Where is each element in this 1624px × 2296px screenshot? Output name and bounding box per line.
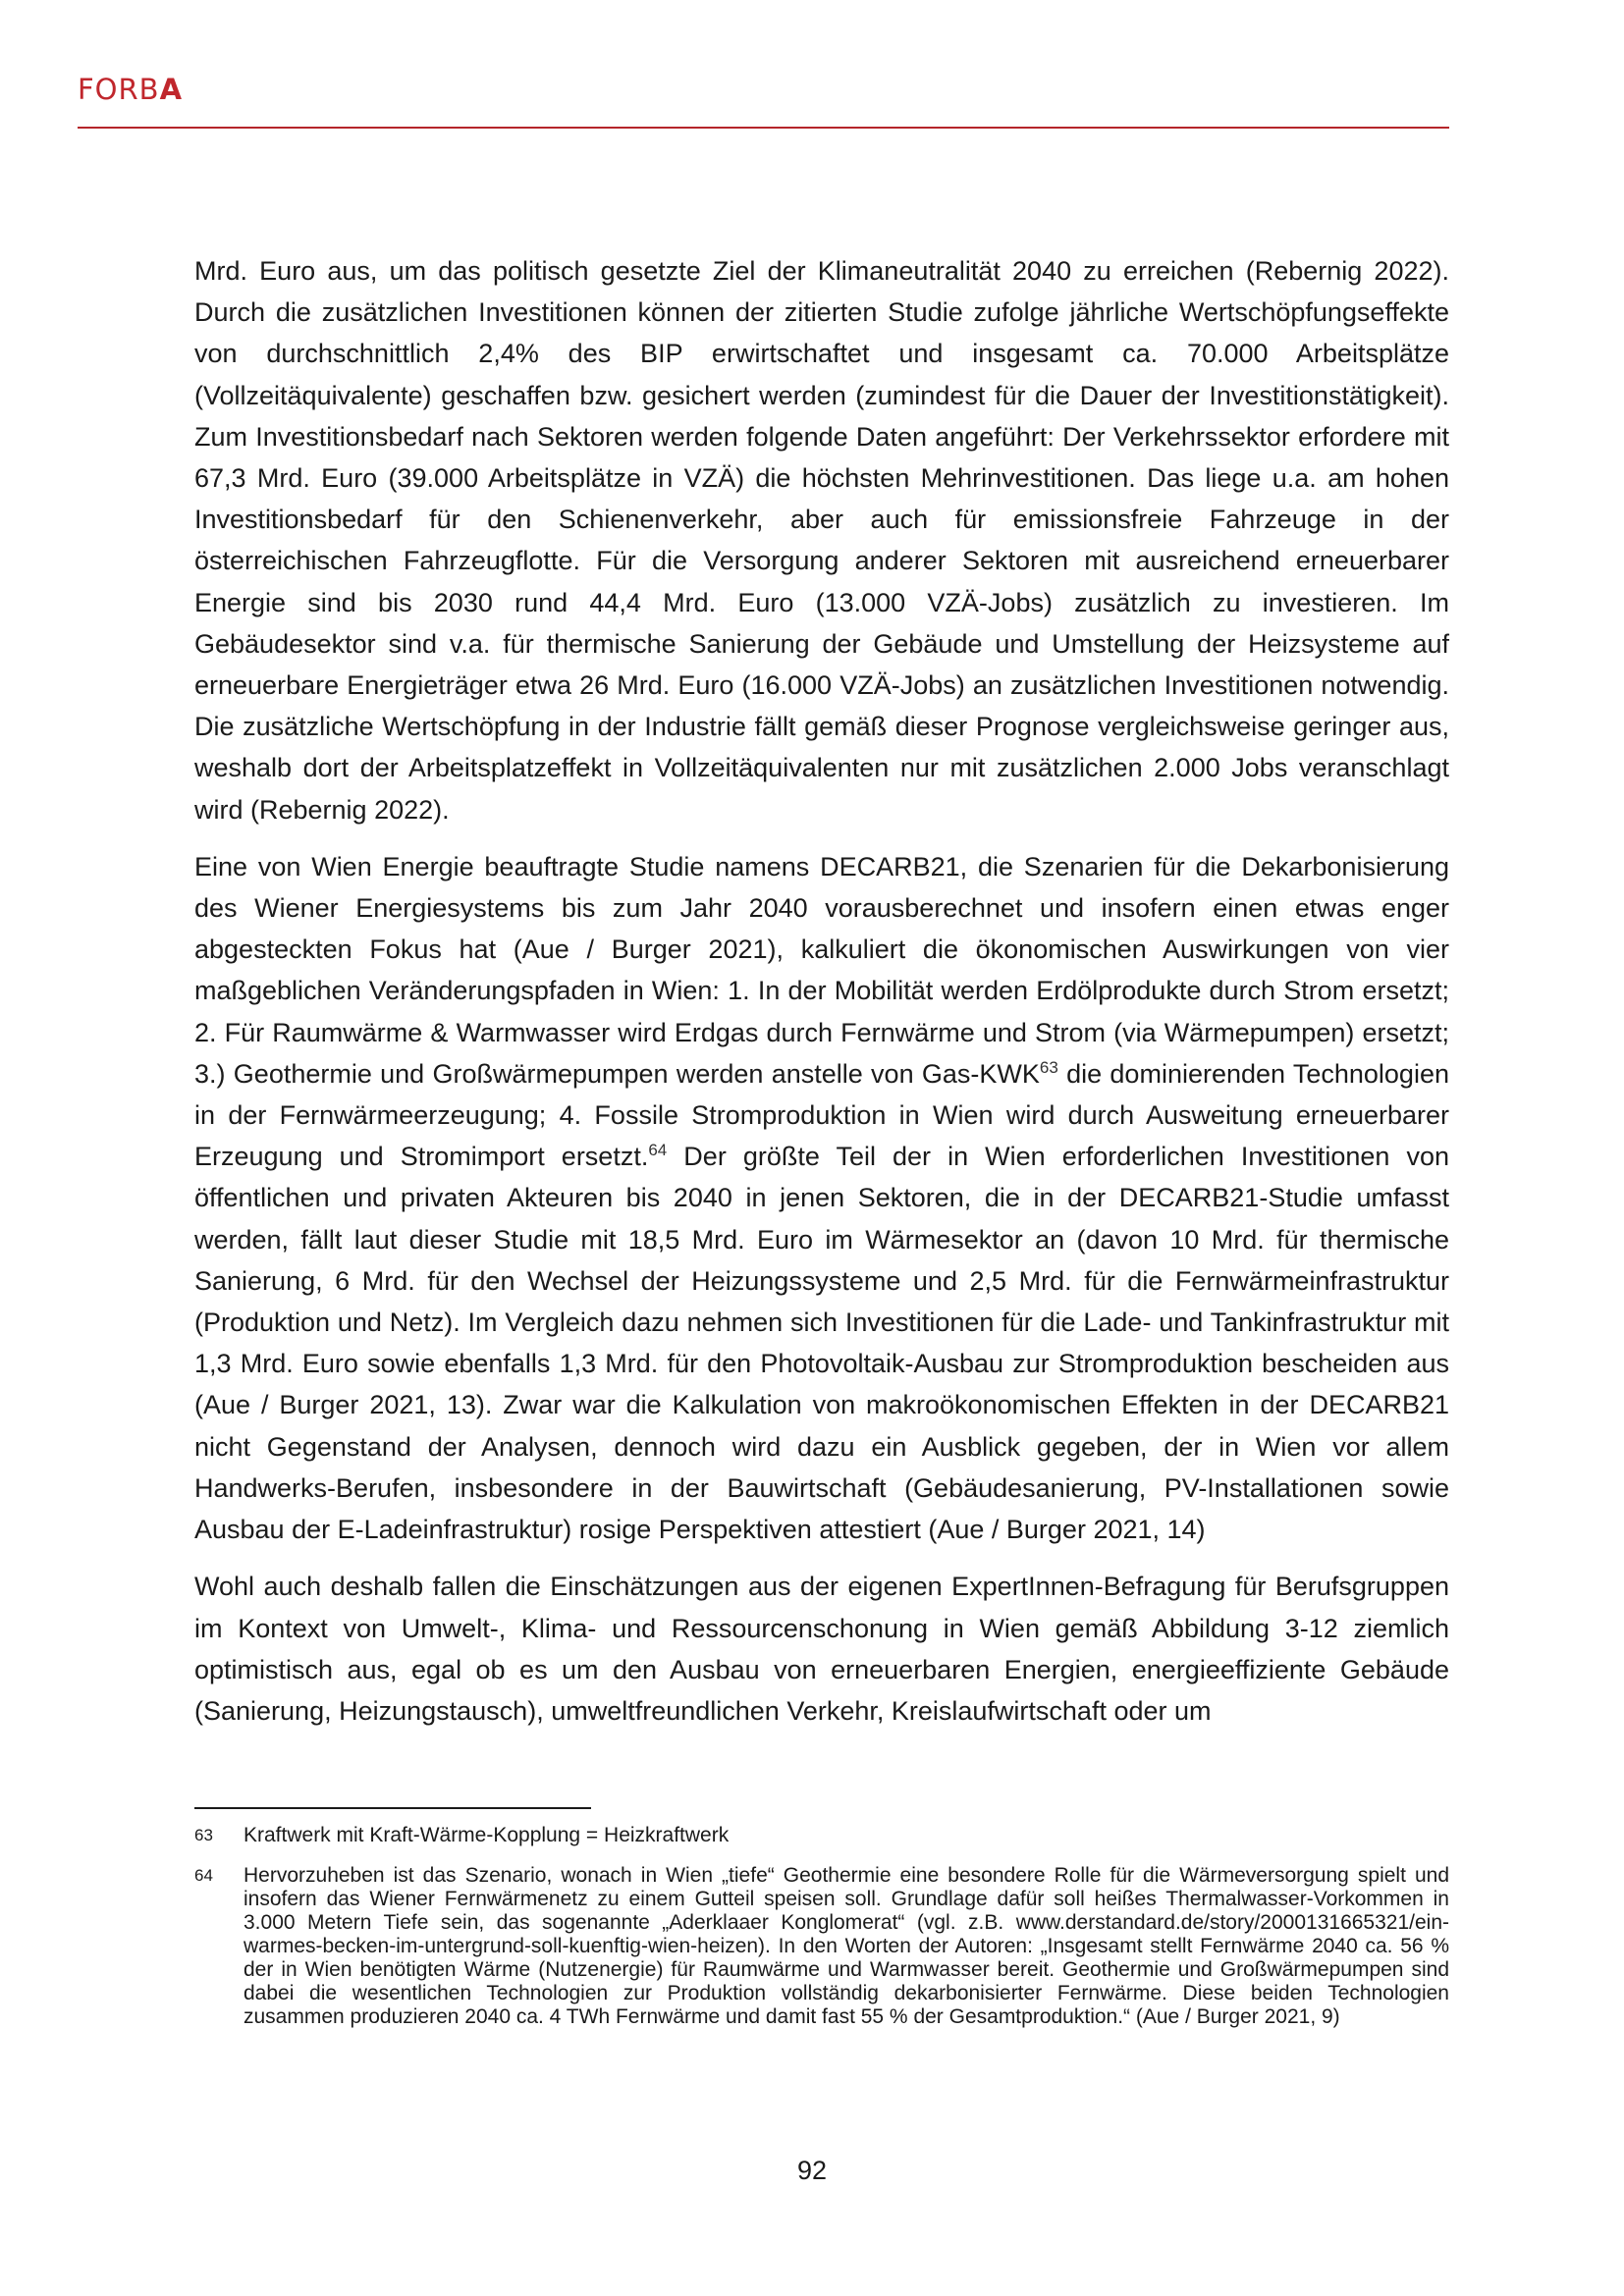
paragraph-1: Mrd. Euro aus, um das politisch gesetzte Ziel der Klimaneutralität 2040 zu erreichen (Rebernig 2022). Durch die zusätzlichen Investitionen können der zitierten Studie zufolge jährliche Wertschöpfungseffekte von durchschnittlich 2,4% des BIP erwirtschaftet und insgesamt ca. 70.000 Arbeitsplätze (Vollzeitäquivalente) geschaffen bzw. gesichert werden (zumindest für die Dauer der Investitionstätigkeit). Zum Investitionsbedarf nach Sektoren werden folgende Daten angeführt: Der Verkehrssektor erfordere mit 67,3 Mrd. Euro (39.000 Arbeitsplätze in VZÄ) die höchsten Mehrinvestitionen. Das liege u.a. am hohen Investitionsbedarf für den Schienenverkehr, aber auch für emissionsfreie Fahrzeuge in der österreichischen Fahrzeugflotte. Für die Versorgung anderer Sektoren mit ausreichend erneuerbarer Energie sind bis 2030 rund 44,4 Mrd. Euro (13.000 VZÄ-Jobs) zusätzlich zu investieren. Im Gebäudesektor sind v.a. für thermische Sanierung der Gebäude und Umstellung der Heizsysteme auf erneuerbare Energieträger etwa 26 Mrd. Euro (16.000 VZÄ-Jobs) an zusätzlichen Investitionen notwendig. Die zusätzliche Wertschöpfung in der Industrie fällt gemäß dieser Prognose vergleichsweise geringer aus, weshalb dort der Arbeitsplatzeffekt in Vollzeitäquivalenten nur mit zusätzlichen 2.000 Jobs veranschlagt wird (Rebernig 2022). [194,256,1449,825]
paragraph-3: Wohl auch deshalb fallen die Einschätzungen aus der eigenen ExpertInnen-Befragung für Berufsgruppen im Kontext von Umwelt-, Klima- und Ressourcenschonung in Wien gemäß Abbildung 3-12 ziemlich optimistisch aus, egal ob es um den Ausbau von erneuerbaren Energien, energieeffiziente Gebäude (Sanierung, Heizungstausch), umweltfreundlichen Verkehr, Kreislaufwirtschaft oder um [194,1572,1449,1726]
paragraph-2-part-3: Der größte Teil der in Wien erforderlichen Investitionen von öffentlichen und privaten Akteuren bis 2040 in jenen Sektoren, die in der DECARB21-Studie umfasst werden, fällt laut dieser Studie mit 18,5 Mrd. Euro im Wärmesektor an (davon 10 Mrd. für thermische Sanierung, 6 Mrd. für den Wechsel der Heizungssysteme und 2,5 Mrd. für die Fernwärmeinfrastruktur (Produktion und Netz). Im Vergleich dazu nehmen sich Investitionen für die Lade- und Tankinfrastruktur mit 1,3 Mrd. Euro sowie ebenfalls 1,3 Mrd. für den Photovoltaik-Ausbau zur Stromproduktion bescheiden aus (Aue / Burger 2021, 13). Zwar war die Kalkulation von makroökonomischen Effekten in der DECARB21 nicht Gegenstand der Analysen, dennoch wird dazu ein Ausblick gegeben, der in Wien vor allem Handwerks-Berufen, insbesondere in der Bauwirtschaft (Gebäudesanierung, PV-Installationen sowie Ausbau der E-Ladeinfrastruktur) rosige Perspektiven attestiert (Aue / Burger 2021, 14) [194,1142,1449,1545]
footnote-ref-63: 63 [1039,1057,1058,1077]
footnote-text: Kraftwerk mit Kraft-Wärme-Kopplung = Heizkraftwerk [244,1824,730,1846]
footnotes [194,1824,1449,2046]
footnote-number: 63 [194,1826,213,1844]
main-text [194,250,1449,1747]
paragraph-2-part-2: die dominierenden Technologien in der Fernwärmeerzeugung; 4. Fossile Stromproduktion in Wien wird durch Ausweitung erneuerbarer Erzeugung und Stromimport ersetzt. [194,1058,1449,1172]
header-divider [78,127,1449,129]
footnote-63 [194,1824,1449,1847]
footnote-64 [194,1864,1449,2029]
forba-logo [78,73,183,106]
footnote-divider [194,1807,591,1809]
logo-text-bold: A [159,73,184,106]
footnote-text: Hervorzuheben ist das Szenario, wonach in Wien „tiefe“ Geothermie eine besondere Rolle für die Wärmeversorgung spielt und insofern das Wiener Fernwärmenetz zu einem Gutteil speisen soll. Grundlage dafür soll heißes Thermalwasser-Vorkommen in 3.000 Metern Tiefe sein, das sogenannte „Aderklaaer Konglomerat“ (vgl. z.B. www.derstandard.de/story/2000131665321/ein-warmes-becken-im-untergrund-soll-kuenftig-wien-heizen). In den Worten der Autoren: „Insgesamt stellt Fernwärme 2040 ca. 56 % der in Wien benötigten Wärme (Nutzenergie) für Raumwärme und Warmwasser bereit. Geothermie und Großwärmepumpen sind dabei die wesentlichen Technologien zur Produktion vollständig dekarbonisierter Fernwärme. Diese beiden Technologien zusammen produzieren 2040 ca. 4 TWh Fernwärme und damit fast 55 % der Gesamtproduktion.“ (Aue / Burger 2021, 9) [244,1864,1449,2028]
footnote-ref-64: 64 [648,1141,668,1160]
logo-text-regular: FORB [78,73,160,106]
paragraph-2-part-1: Eine von Wien Energie beauftragte Studie namens DECARB21, die Szenarien für die Dekarbonisierung des Wiener Energiesystems bis zum Jahr 2040 vorausberechnet und insofern einen etwas enger abgesteckten Fokus hat (Aue / Burger 2021), kalkuliert die ökonomischen Auswirkungen von vier maßgeblichen Veränderungspfaden in Wien: 1. In der Mobilität werden Erdölprodukte durch Strom ersetzt; 2. Für Raumwärme & Warmwasser wird Erdgas durch Fernwärme und Strom (via Wärmepumpen) ersetzt; 3.) Geothermie und Großwärmepumpen werden anstelle von Gas-KWK [194,851,1449,1089]
page-number: 92 [796,2156,828,2185]
paragraph-2 [194,846,1449,1550]
footnote-number: 64 [194,1866,213,1885]
